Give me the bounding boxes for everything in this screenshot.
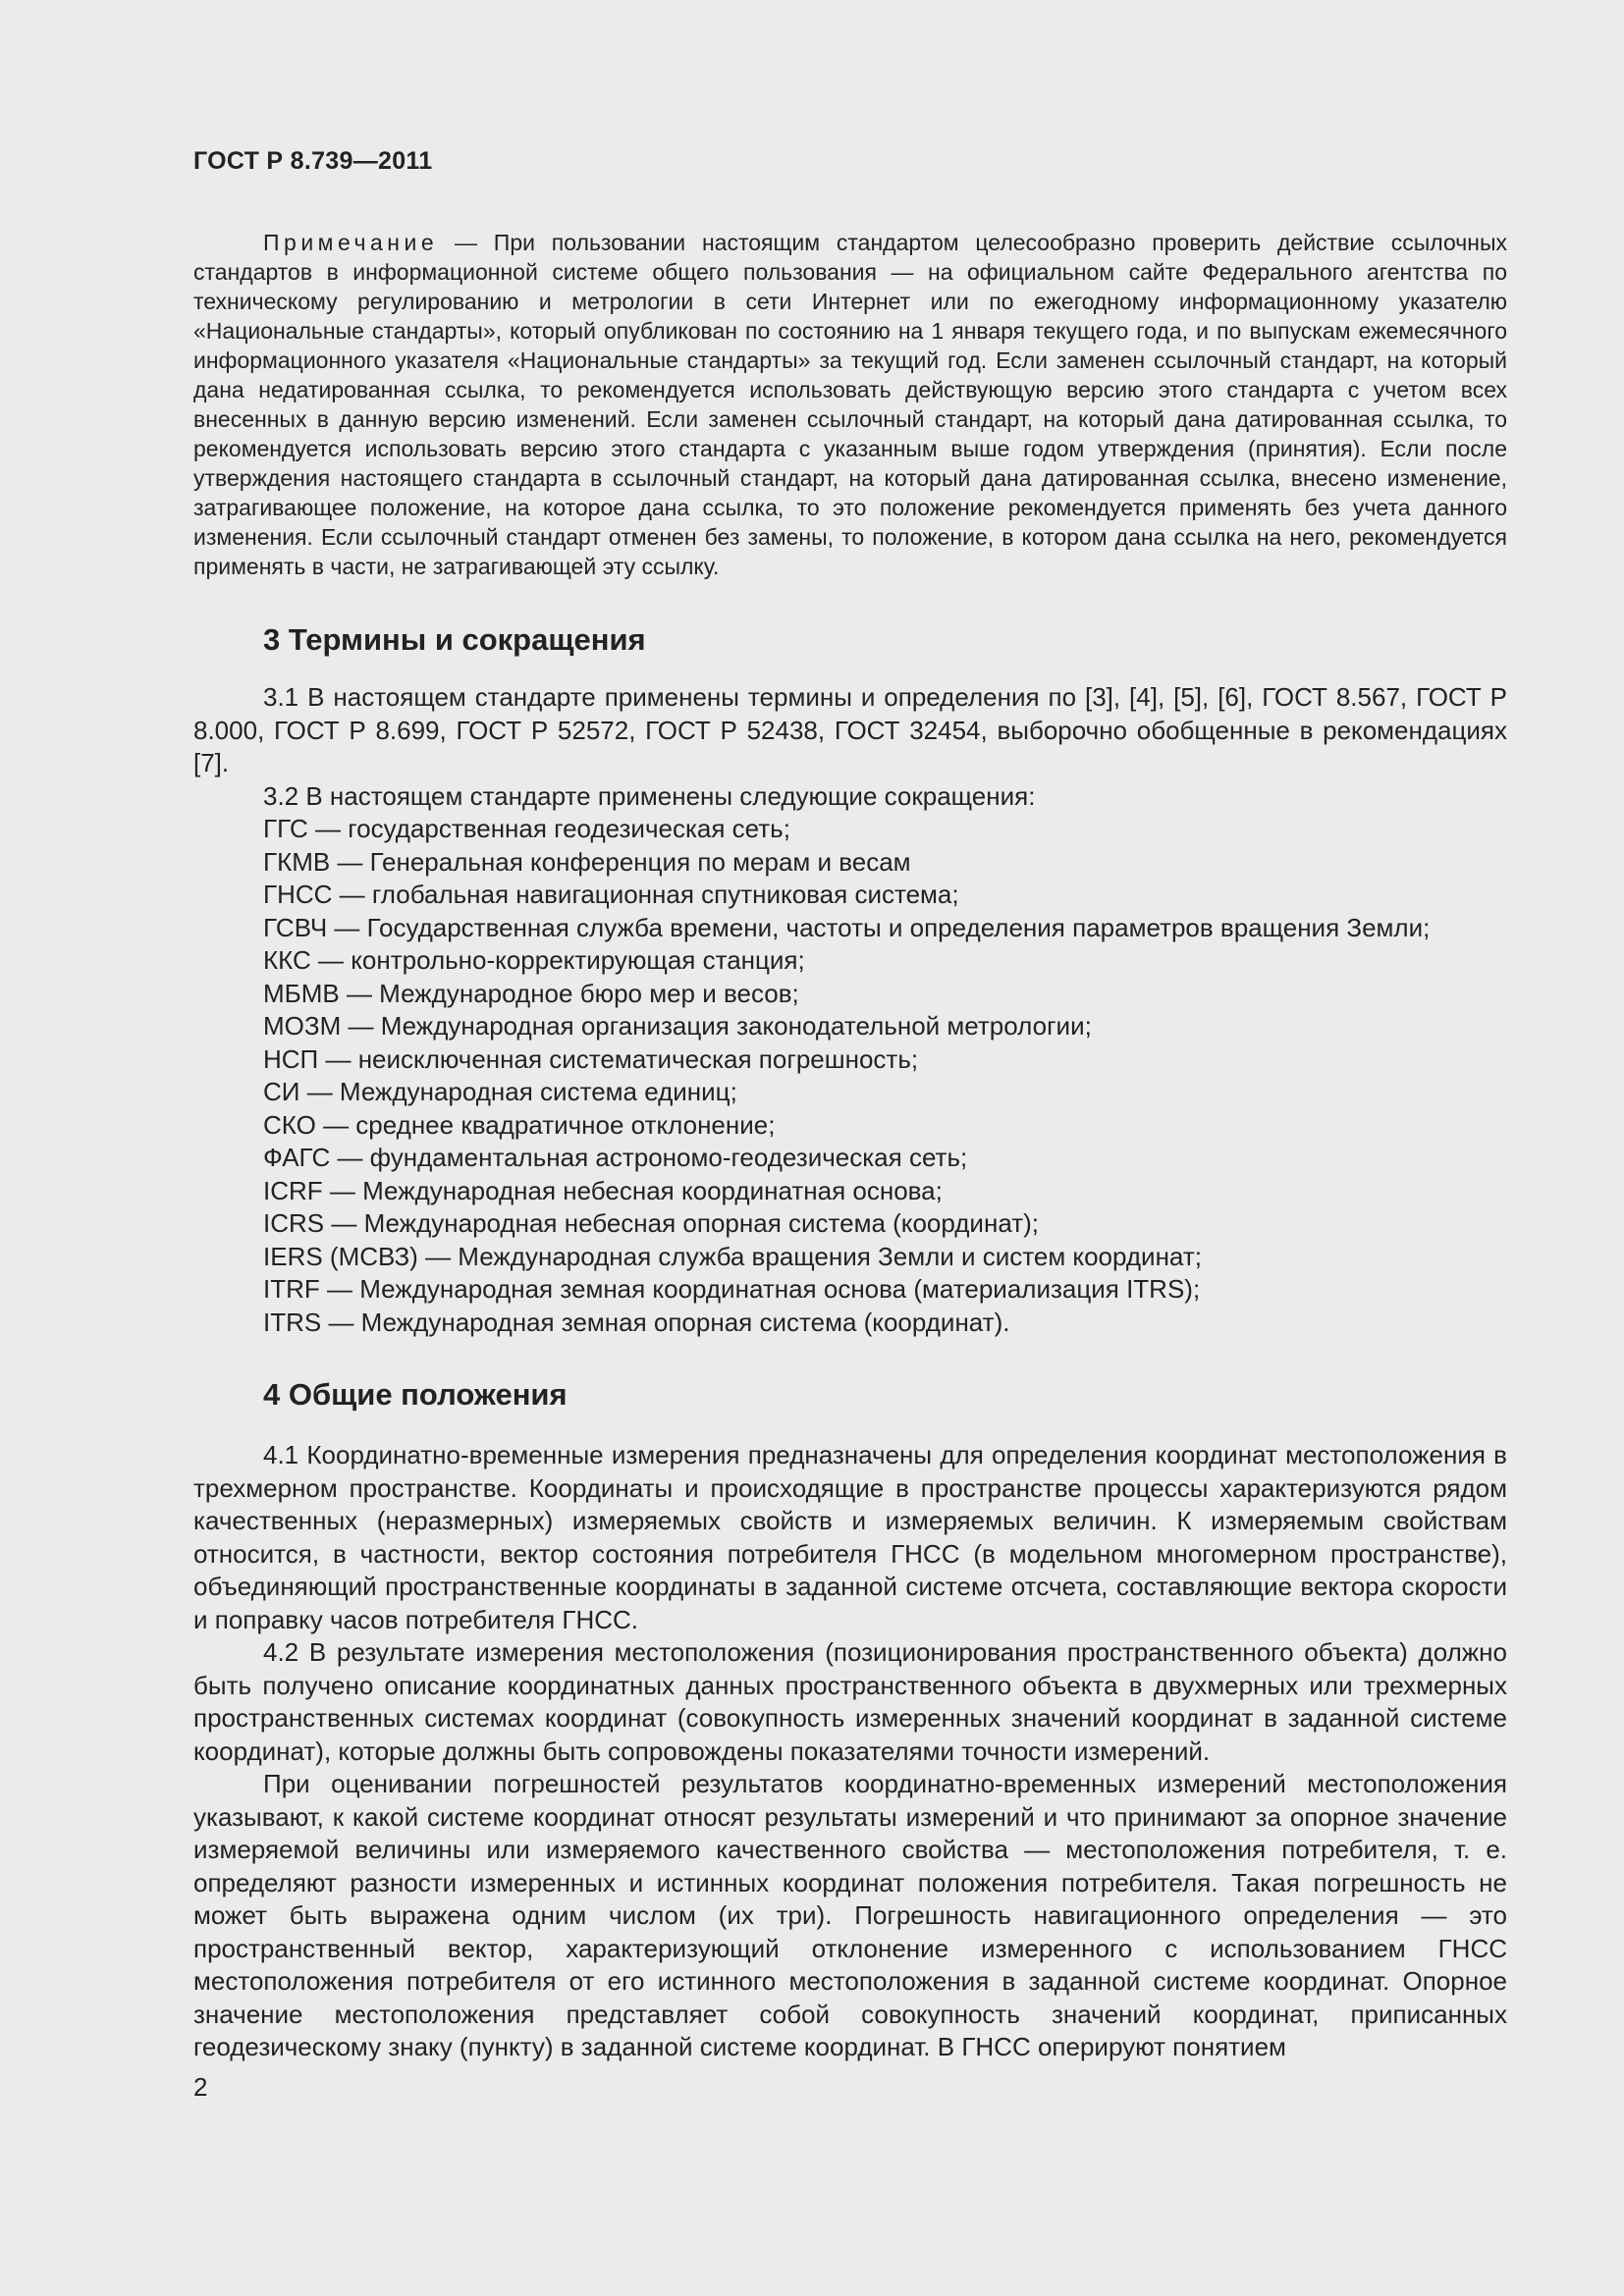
abbreviation-item: СИ — Международная система единиц; — [263, 1077, 737, 1106]
abbreviation-item: IERS (МСВЗ) — Международная служба вращения Земли и систем координат; — [263, 1241, 1202, 1271]
page-number: 2 — [193, 2072, 208, 2102]
abbreviation-item: ККС — контрольно-корректирующая станция; — [263, 945, 805, 975]
section-3-body — [193, 681, 1507, 1339]
abbreviation-item: ITRF — Международная земная координатная основа (материализация ITRS); — [263, 1274, 1201, 1304]
abbreviation-item: СКО — среднее квадратичное отклонение; — [263, 1109, 776, 1140]
abbreviation-item: ITRS — Международная земная опорная система (координат). — [263, 1307, 1010, 1337]
paragraph-3-1: 3.1 В настоящем стандарте применены термины и определения по [3], [4], [5], [6], ГОСТ 8.567, ГОСТ Р 8.000, ГОСТ Р 8.699, ГОСТ Р 52572, ГОСТ Р 52438, ГОСТ 32454, выборочно обобщенные в рекомендациях [7]. — [193, 682, 1507, 777]
section-4-body — [193, 1439, 1507, 2064]
note-paragraph — [193, 228, 1507, 581]
abbreviation-item: ГНСС — глобальная навигационная спутниковая система; — [263, 880, 959, 909]
section-4-heading: 4 Общие положения — [263, 1377, 568, 1412]
abbreviation-item: ГКМВ — Генеральная конференция по мерам и весам — [263, 846, 911, 877]
note-label: Примечание — [263, 230, 439, 255]
paragraph-4-1: 4.1 Координатно-временные измерения предназначены для определения координат местоположения в трехмерном пространстве. Координаты и происходящие в пространстве процессы характеризуются рядом качественных (неразмерных) измеряемых свойств и измеряемых величин. К измеряемым свойствам относится, в частности, вектор состояния потребителя ГНСС (в модельном многомерном пространстве), объединяющий пространственные координаты в заданной системе отсчета, составляющие вектора скорости и поправку часов потребителя ГНСС. — [193, 1440, 1507, 1634]
abbreviation-item: ФАГС — фундаментальная астрономо-геодезическая сеть; — [263, 1143, 968, 1172]
abbreviation-item: МОЗМ — Международная организация законодательной метрологии; — [263, 1011, 1092, 1041]
abbreviation-item: МБМВ — Международное бюро мер и весов; — [263, 978, 799, 1008]
document-header: ГОСТ Р 8.739—2011 — [193, 147, 433, 175]
abbreviation-list — [193, 813, 1507, 1339]
section-3-heading: 3 Термины и сокращения — [263, 622, 646, 657]
reference-note — [193, 228, 1507, 581]
abbreviation-item: ГСВЧ — Государственная служба времени, частоты и определения параметров вращения Земли; — [263, 912, 1431, 942]
abbreviation-item: НСП — неисключенная систематическая погрешность; — [263, 1043, 919, 1074]
paragraph-3-2: 3.2 В настоящем стандарте применены следующие сокращения: — [263, 780, 1036, 811]
note-text: — При пользовании настоящим стандартом целесообразно проверить действие ссылочных стандартов в информационной системе общего пользования — на официальном сайте Федерального агентства по техническому регулированию и метрологии в сети Интернет или по ежегодному информационному указателю «Национальные стандарты», который опубликован по состоянию на 1 января текущего года, и по выпускам ежемесячного информационного указателя «Национальные стандарты» за текущий год. Если заменен ссылочный стандарт, на который дана недатированная ссылка, то рекомендуется использовать действующую версию этого стандарта с учетом всех внесенных в данную версию изменений. Если заменен ссылочный стандарт, на который дана датированная ссылка, то рекомендуется использовать версию этого стандарта с указанным выше годом утверждения (принятия). Если после утверждения настоящего стандарта в ссылочный стандарт, на который дана датированная ссылка, внесено изменение, затрагивающее положение, на которое дана ссылка, то это положение рекомендуется применять без учета данного изменения. Если ссылочный стандарт отменен без замены, то положение, в котором дана ссылка на него, рекомендуется применять в части, не затрагивающей эту ссылку. — [193, 230, 1507, 579]
paragraph-4-2: 4.2 В результате измерения местоположения (позиционирования пространственного объекта) должно быть получено описание координатных данных пространственного объекта в двухмерных или трехмерных пространственных системах координат (совокупность измеренных значений координат в заданной системе координат), которые должны быть сопровождены показателями точности измерений. — [193, 1637, 1507, 1766]
paragraph-4-3: При оценивании погрешностей результатов координатно-временных измерений местоположения указывают, к какой системе координат относят результаты измерений и что принимают за опорное значение измеряемой величины или измеряемого качественного свойства — местоположения потребителя, т. е. определяют разности измеренных и истинных координат положения потребителя. Такая погрешность не может быть выражена одним числом (их три). Погрешность навигационного определения — это пространственный вектор, характеризующий отклонение измеренного с использованием ГНСС местоположения потребителя от его истинного местоположения в заданной системе координат. Опорное значение местоположения представляет собой совокупность значений координат, приписанных геодезическому знаку (пункту) в заданной системе координат. В ГНСС оперируют понятием — [193, 1769, 1507, 2061]
abbreviation-item: ICRS — Международная небесная опорная система (координат); — [263, 1208, 1039, 1238]
abbreviation-item: ГГС — государственная геодезическая сеть; — [263, 814, 790, 843]
abbreviation-item: ICRF — Международная небесная координатная основа; — [263, 1175, 943, 1205]
